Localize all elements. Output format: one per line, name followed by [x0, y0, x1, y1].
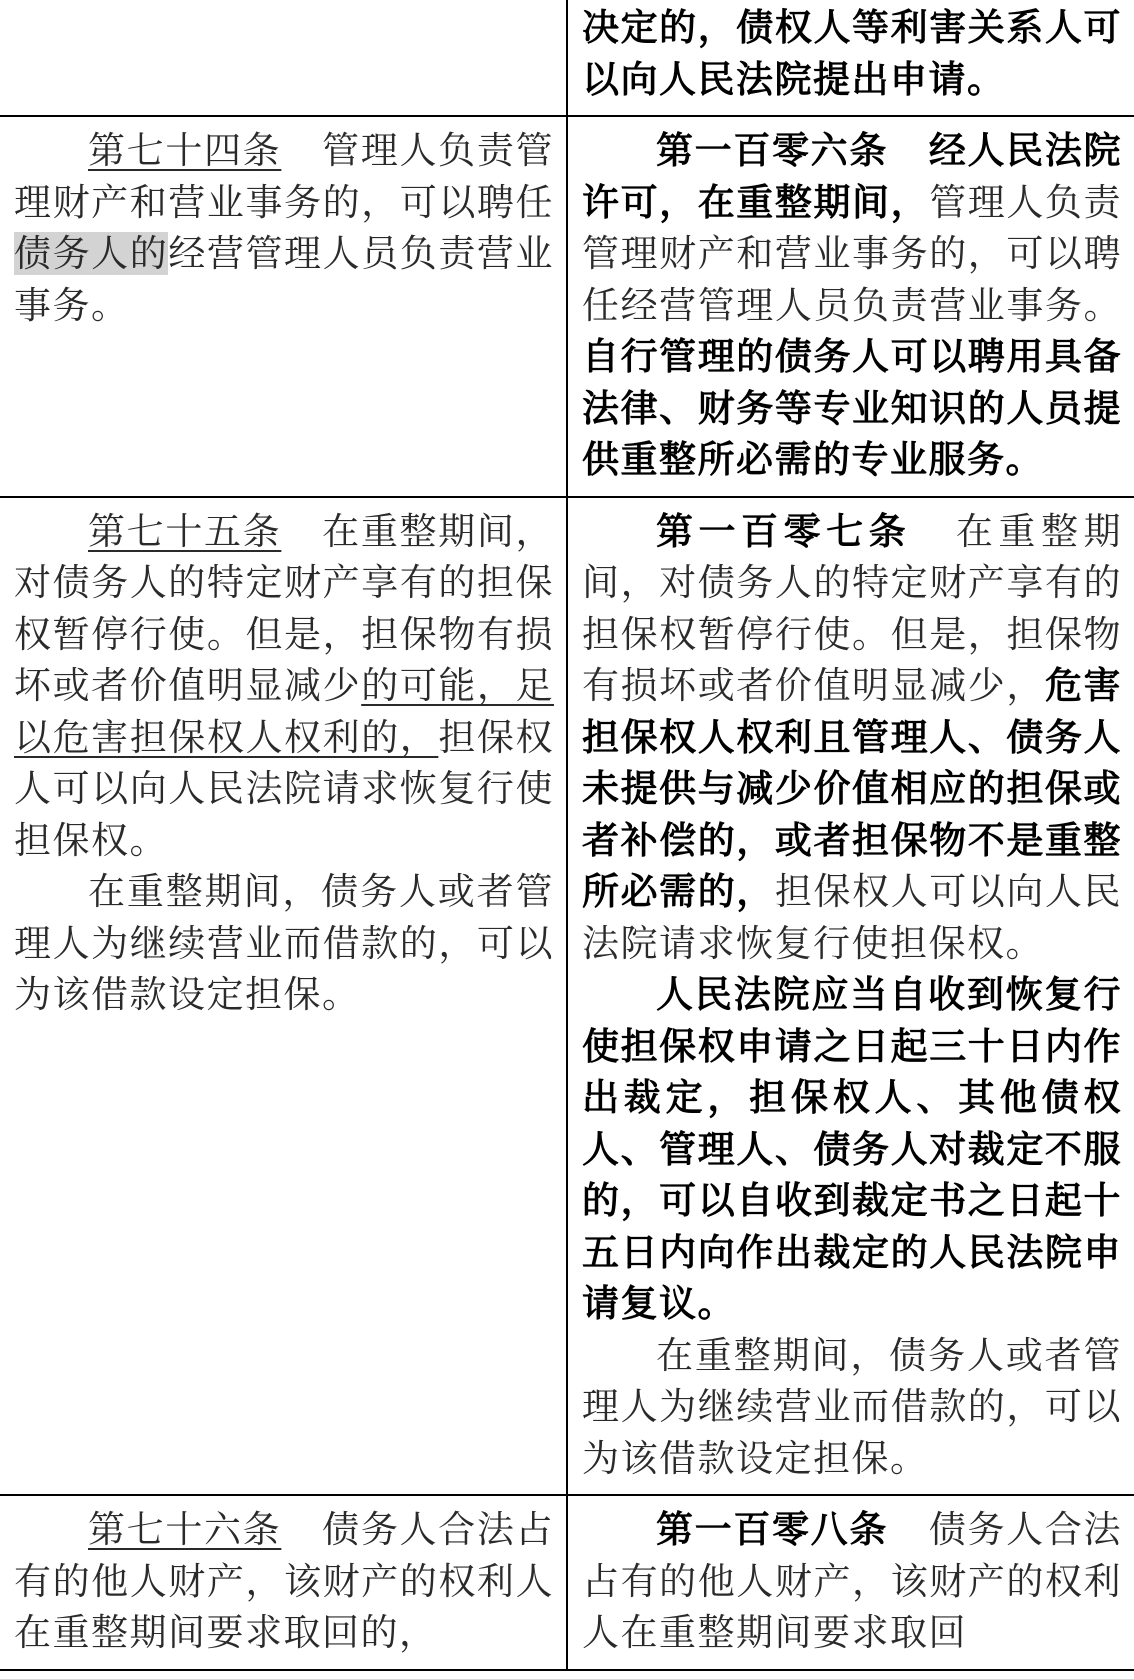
- highlighted-text: 债务人的: [14, 232, 169, 275]
- left-cell: [0, 497, 567, 1496]
- article-heading: 第一百零七条: [656, 509, 912, 553]
- left-cell-empty: [0, 0, 567, 116]
- table-row: [0, 497, 1134, 1496]
- body-text: 管理人负责管理财产和营业事务的，可以聘任经营管理人员负责营业事务。: [582, 180, 1123, 327]
- paragraph: 人民法院应当自收到恢复行使担保权申请之日起三十日内作出裁定，担保权人、其他债权人、管理人、债务人对裁定不服的，可以自收到裁定书之日起十五日内向作出裁定的人民法院申请复议。: [582, 973, 1122, 1325]
- body-text: 在重整期间，对债务人的特定财产享有的担保权暂停行使。但是，担保物有损坏或者价值明显减少: [14, 509, 555, 707]
- paragraph: 在重整期间，债务人或者管理人为继续营业而借款的，可以为该借款设定担保。: [14, 870, 554, 1016]
- table-row: [0, 1495, 1134, 1670]
- paragraph: [582, 2, 1122, 105]
- underlined-text: 的可能，足以危害担保权人权利的，: [14, 664, 555, 759]
- body-text: 担保权人可以向人民法院请求恢复行使担保权。: [582, 870, 1123, 965]
- body-text: 担保权人可以向人民法院请求恢复行使担保权。: [14, 715, 555, 862]
- article-heading: 第一百零六条: [656, 129, 888, 172]
- article-heading: 第一百零八条: [656, 1508, 888, 1551]
- paragraph: [14, 1504, 554, 1659]
- table-row: [0, 0, 1134, 116]
- table-row: [0, 116, 1134, 497]
- paragraph: [582, 1504, 1122, 1659]
- paragraph: [582, 506, 1122, 970]
- body-text: 管理人负责管理财产和营业事务的，可以聘任: [14, 129, 555, 224]
- paragraph: [582, 125, 1122, 486]
- article-heading: 第七十四条: [88, 129, 282, 172]
- bold-text: 决定的，债权人等利害关系人可以向人民法院提出申请。: [582, 6, 1122, 101]
- article-heading: 第七十六条: [88, 1508, 282, 1551]
- left-cell: [0, 1495, 567, 1670]
- left-cell: [0, 116, 567, 497]
- bold-text: 自行管理的债务人可以聘用具备法律、财务等专业知识的人员提供重整所必需的专业服务。: [582, 335, 1122, 481]
- body-text: 债务人合法占有的他人财产，该财产的权利人在重整期间要求取回的，: [14, 1508, 555, 1654]
- right-cell: [567, 116, 1134, 497]
- right-cell: [567, 497, 1134, 1496]
- body-text: 经营管理人员负责营业事务。: [14, 232, 555, 327]
- body-text: 债务人合法占有的他人财产，该财产的权利人在重整期间要求取回: [582, 1508, 1123, 1654]
- right-cell: [567, 1495, 1134, 1670]
- article-heading: 第七十五条: [88, 509, 282, 553]
- paragraph: [14, 125, 554, 331]
- bold-text: 危害担保权人权利且管理人、债务人未提供与减少价值相应的担保或者补偿的，或者担保物不是重整所必需的，: [582, 664, 1123, 913]
- right-cell: [567, 0, 1134, 116]
- bold-text: 经人民法院许可，在重整期间，: [582, 129, 1123, 224]
- body-text: 在重整期间，对债务人的特定财产享有的担保权暂停行使。但是，担保物有损坏或者价值明显减少，: [582, 509, 1122, 707]
- paragraph: [14, 506, 554, 867]
- paragraph: 在重整期间，债务人或者管理人为继续营业而借款的，可以为该借款设定担保。: [582, 1333, 1122, 1480]
